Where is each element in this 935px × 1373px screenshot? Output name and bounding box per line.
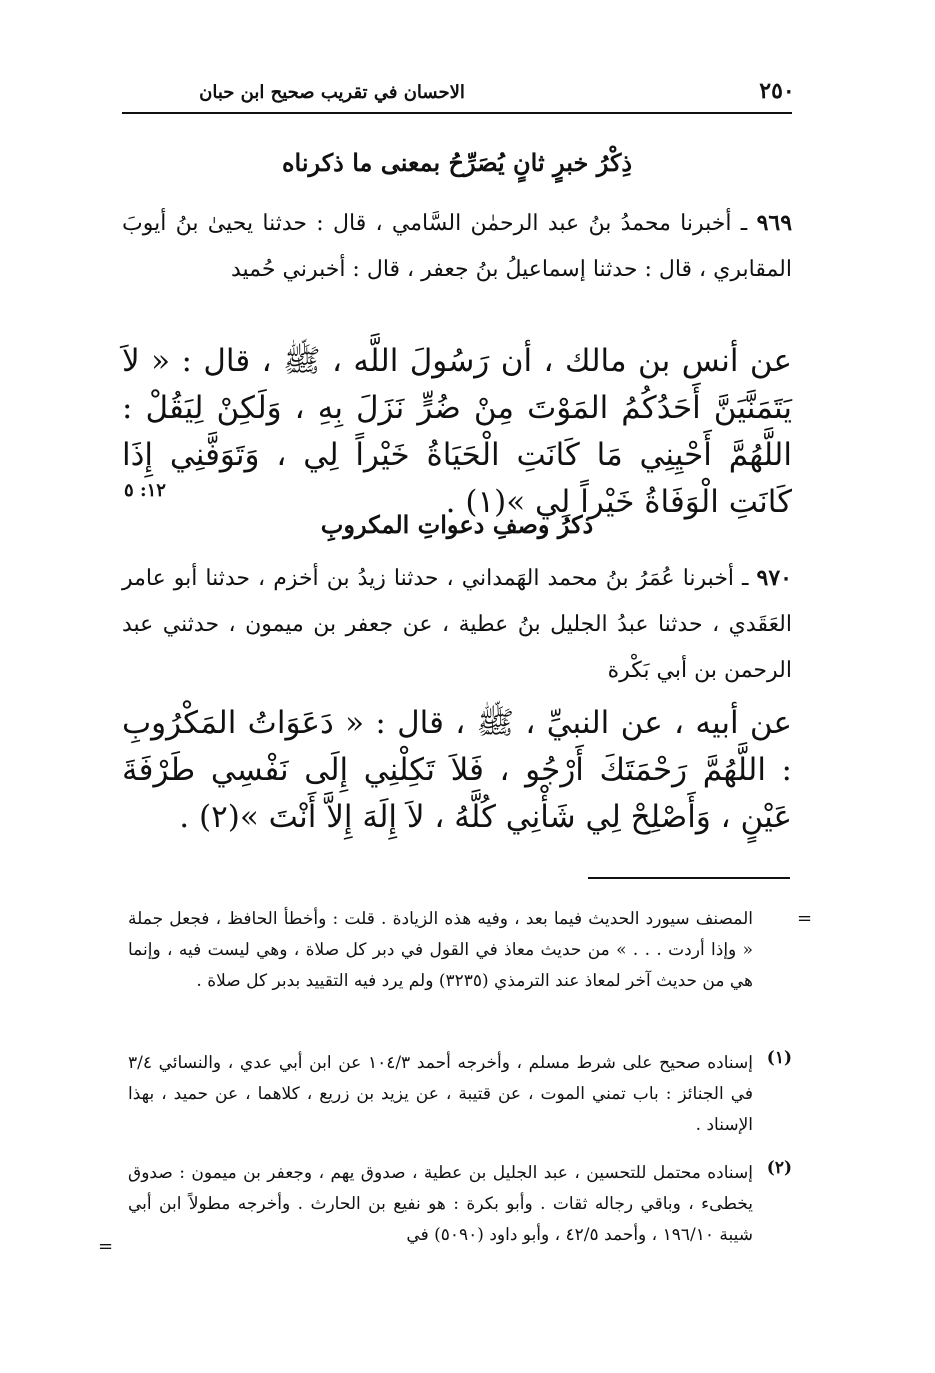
hadith-number: ٩٧٠ <box>756 565 792 591</box>
hadith-number: ٩٦٩ <box>756 210 793 236</box>
page-number: ٢٥٠ <box>759 78 795 104</box>
footnote-1-number: (١) <box>766 1048 792 1068</box>
section-heading-2: ذكرُ وصفِ دعواتِ المكروبِ <box>320 510 594 539</box>
footnote-1: إسناده صحيح على شرط مسلم ، وأخرجه أحمد ١٠٤/٣ عن ابن أبي عدي ، والنسائي ٣/٤ في الجنائز : باب تمني الموت ، عن قتيبة ، عن يزيد بن زريع ، كلاهما ، عن حميد ، بهذا الإسناد . <box>128 1053 753 1135</box>
hadith-970-matn: عن أبيه ، عن النبيِّ ، ﷺ ، قال : « دَعَوَاتُ المَكْرُوبِ : اللَّهُمَّ رَحْمَتَكَ أَرْجُو ، فَلاَ تَكِلْنِي إِلَى نَفْسِي طَرْفَةَ عَيْنٍ ، وَأَصْلِحْ لِي شَأْنِي كُلَّهُ ، لاَ إِلَهَ إِلاَّ أَنْتَ »(٢) . <box>122 705 792 835</box>
page-header <box>122 78 795 112</box>
volume-page-marker: ١٢: ٥ <box>124 480 166 501</box>
footnote-2: إسناده محتمل للتحسين ، عبد الجليل بن عطية ، صدوق يهم ، وجعفر بن ميمون : صدوق يخطىء ، وباقي رجاله ثقات . وأبو بكرة : هو نفيع بن الحارث . وأخرجه مطولاً ابن أبي شيبة ١٩٦/١٠ ، وأحمد ٤٢/٥ ، وأبو داود (٥٠٩٠) في <box>128 1163 753 1245</box>
hadith-970-isnad <box>122 555 792 694</box>
footnote-continuation: المصنف سيورد الحديث فيما بعد ، وفيه هذه الزيادة . قلت : وأخطأ الحافظ ، فجعل جملة « وإذا أردت . . . » من حديث معاذ في القول في دبر كل صلاة ، وهي ليست فيه ، وإنما هي من حديث آخر لمعاذ عند الترمذي (٣٢٣٥) ولم يرد فيه التقييد بدبر كل صلاة . <box>128 909 753 991</box>
continuation-end-marker: = <box>98 1236 114 1257</box>
isnad-text: ـ أخبرنا محمدُ بنُ عبد الرحمٰن السَّامي ، قال : حدثنا يحيىٰ بنُ أيوبَ المقابري ، قال : حدثنا إسماعيلُ بنُ جعفر ، قال : أخبرني حُميد <box>122 211 792 282</box>
header-rule <box>122 112 792 114</box>
hadith-969-isnad <box>122 200 792 293</box>
section-heading-1: ذِكْرُ خبرٍ ثانٍ يُصَرِّحُ بمعنى ما ذكرناه <box>281 148 633 177</box>
isnad-text: ـ أخبرنا عُمَرُ بنُ محمد الهَمداني ، حدثنا زيدُ بن أخزم ، حدثنا أبو عامر العَقَدي ، حدثنا عبدُ الجليل بنُ عطية ، عن جعفر بن ميمون ، حدثني عبد الرحمن بن أبي بَكْرة <box>122 566 792 683</box>
footnote-rule <box>588 877 790 879</box>
hadith-969-matn: عن أنس بن مالك ، أن رَسُولَ اللَّه ، ﷺ ، قال : « لاَ يَتَمَنَّيَنَّ أَحَدُكُمُ المَوْتَ مِنْ ضُرٍّ نَزَلَ بِهِ ، وَلَكِنْ لِيَقُلْ : اللَّهُمَّ أَحْيِنِي مَا كَانَتِ الْحَيَاةُ خَيْراً لِي ، وَتَوَفَّنِي إِذَا كَانَتِ الْوَفَاةُ خَيْراً لِي »(١) . <box>122 343 792 520</box>
running-title: الاحسان في تقريب صحيح ابن حبان <box>199 82 465 103</box>
continuation-marker: = <box>797 908 813 929</box>
footnote-2-number: (٢) <box>766 1158 792 1178</box>
